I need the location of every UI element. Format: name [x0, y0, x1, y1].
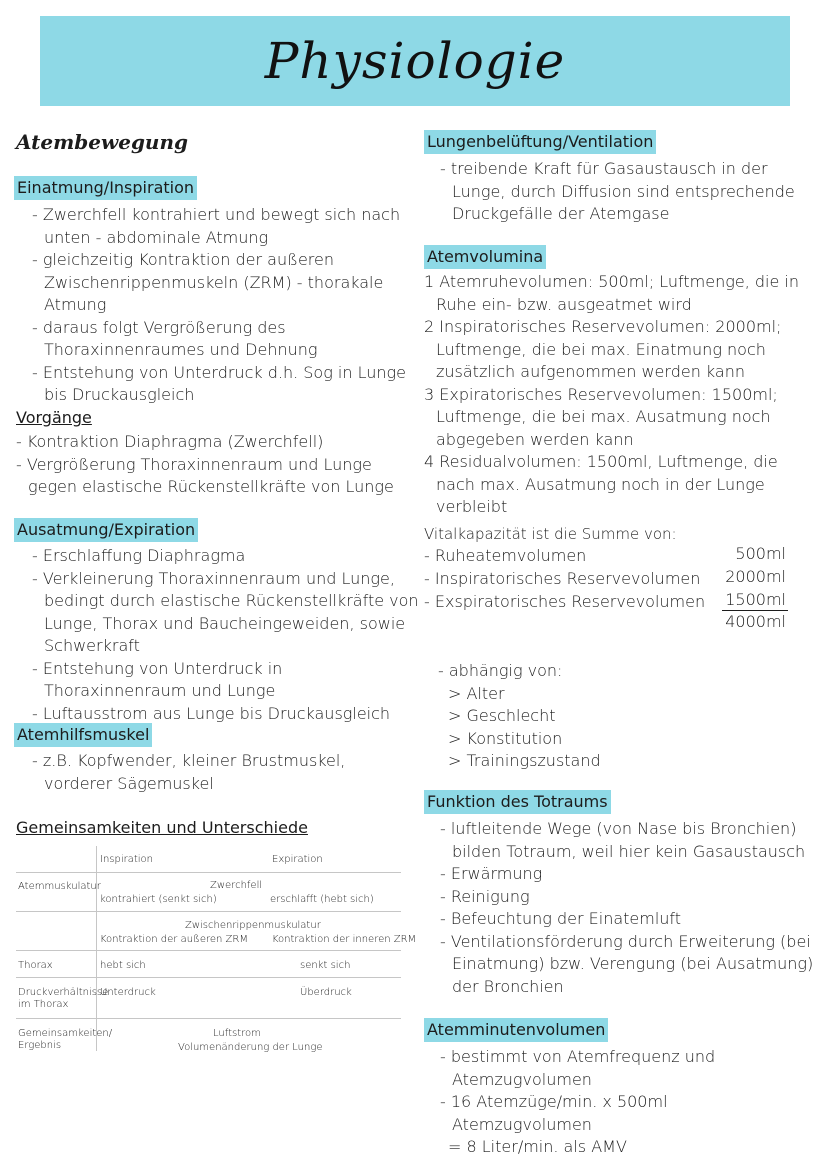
row-thorax: Thorax: [18, 960, 53, 971]
vitalkapazitaet-row: [424, 591, 705, 614]
cell-zrm-exp: Kontraktion der inneren ZRM: [272, 934, 417, 945]
vorgaenge-list: [16, 431, 396, 499]
abhaengig-intro: - abhängig von:: [438, 661, 563, 680]
list-item: > Konstitution: [448, 728, 563, 748]
list-item: - treibende Kraft für Gasaustausch in der Lunge, durch Diffusion sind entsprechende Druckgefälle der Atemgase: [440, 159, 795, 223]
heading-vorgaenge: Vorgänge: [16, 408, 92, 427]
list-item: 4 Residualvolumen: 1500ml, Luftmenge, die nach max. Ausatmung noch in der Lunge verbleibt: [424, 452, 778, 516]
heading-atemvolumina: Atemvolumina: [424, 245, 546, 269]
list-item: - Befeuchtung der Einatemluft: [440, 909, 682, 928]
amv-list: [438, 1046, 808, 1159]
list-item: - Reinigung: [440, 886, 530, 906]
heading-ausatmung: Ausatmung/Expiration: [14, 518, 198, 542]
cell-druck-insp: Unterdruck: [100, 987, 156, 998]
heading-einatmung: Einatmung/Inspiration: [14, 176, 197, 200]
heading-ventilation: Lungenbelüftung/Ventilation: [424, 130, 656, 154]
list-item: - Ventilationsförderung durch Erweiterung (bei Einatmung) bzw. Verengung (bei Ausatmung) der Bronchien: [440, 931, 814, 996]
row-gemeinsam-line1: Gemeinsamkeiten/: [18, 1028, 113, 1039]
table-divider: [16, 911, 401, 912]
cell-zwerchfell-insp: kontrahiert (senkt sich): [100, 894, 217, 905]
cell-volumen: Volumenänderung der Lunge: [178, 1042, 323, 1053]
list-item: - Verkleinerung Thoraxinnenraum und Lunge, bedingt durch elastische Rückenstellkräfte von Lunge, Thorax und Baucheingeweiden, sowie Schwerkraft: [32, 568, 419, 655]
row-gemeinsam-line2: Ergebnis: [18, 1040, 62, 1051]
page-title: Physiologie: [264, 32, 566, 90]
cell-druck-exp: Überdruck: [300, 987, 352, 998]
list-item: - daraus folgt Vergrößerung des Thoraxinnenraumes und Dehnung: [32, 317, 318, 359]
row-druck: [18, 987, 108, 1011]
vk-label: - Exspiratorisches Reservevolumen: [424, 592, 706, 611]
heading-gemeinsamkeiten: Gemeinsamkeiten und Unterschiede: [16, 818, 308, 837]
list-item: - Vergrößerung Thoraxinnenraum und Lunge gegen elastische Rückenstellkräfte von Lunge: [16, 454, 394, 496]
vitalkapazitaet-intro: Vitalkapazität ist die Summe von:: [424, 525, 677, 543]
list-item: 3 Expiratorisches Reservevolumen: 1500ml; Luftmenge, die bei max. Ausatmung noch abgegeben werden kann: [424, 384, 778, 449]
row-druck-line2: im Thorax: [18, 999, 69, 1010]
table-divider: [16, 1018, 401, 1019]
ausatmung-list: [30, 545, 420, 725]
cell-thorax-insp: hebt sich: [100, 960, 146, 971]
list-item: - 16 Atemzüge/min. x 500ml Atemzugvolumen: [440, 1092, 668, 1134]
row-atemmuskulatur: Atemmuskulatur: [18, 881, 101, 892]
list-item: > Geschlecht: [448, 706, 556, 725]
vk-value: 1500ml: [725, 590, 786, 609]
cell-zwerchfell-exp: erschlafft (hebt sich): [270, 894, 374, 905]
cell-zrm-insp: Kontraktion der außeren ZRM: [100, 934, 248, 945]
list-item: - Luftausstrom aus Lunge bis Druckausgleich: [32, 703, 391, 723]
table-divider: [16, 950, 401, 951]
cell-zwerchfell: Zwerchfell: [210, 880, 263, 891]
einatmung-list: [30, 204, 410, 407]
totraum-list: [438, 818, 818, 998]
list-item: - bestimmt von Atemfrequenz und Atemzugvolumen: [440, 1047, 716, 1089]
table-divider: [96, 846, 97, 1051]
list-item: > Alter: [448, 683, 505, 703]
cell-luftstrom: Luftstrom: [213, 1028, 261, 1039]
vk-label: - Inspiratorisches Reservevolumen: [424, 569, 701, 588]
vitalkapazitaet-row: [424, 568, 700, 591]
vitalkapazitaet-row: [424, 545, 586, 568]
atemvolumina-list: [424, 271, 814, 519]
list-item: - Erschlaffung Diaphragma: [32, 546, 246, 565]
list-item: - Zwerchfell kontrahiert und bewegt sich nach unten - abdominale Atmung: [32, 205, 401, 247]
table-divider: [16, 977, 401, 978]
heading-atemhilfsmuskel: Atemhilfsmuskel: [14, 723, 152, 747]
ventilation-list: [438, 158, 808, 226]
heading-totraum: Funktion des Totraums: [424, 790, 611, 814]
vk-label: - Ruheatemvolumen: [424, 546, 587, 565]
main-heading-atembewegung: Atembewegung: [16, 130, 188, 154]
atemhilfsmuskel-list: [30, 750, 410, 795]
vk-value: 500ml: [735, 544, 786, 563]
vk-total: 4000ml: [725, 612, 786, 631]
col-inspiration: Inspiration: [100, 854, 154, 865]
list-item: 1 Atemruhevolumen: 500ml; Luftmenge, die in Ruhe ein- bzw. ausgeatmet wird: [424, 272, 799, 314]
list-item: - Entstehung von Unterdruck d.h. Sog in Lunge bis Druckausgleich: [32, 362, 406, 404]
list-item: > Trainingszustand: [448, 751, 601, 770]
list-item: = 8 Liter/min. als AMV: [448, 1137, 627, 1156]
list-item: - luftleitende Wege (von Nase bis Bronchien) bilden Totraum, weil hier kein Gasaustausch: [440, 819, 806, 861]
heading-amv: Atemminutenvolumen: [424, 1018, 608, 1042]
list-item: 2 Inspiratorisches Reservevolumen: 2000ml; Luftmenge, die bei max. Einatmung noch zusätzlich aufgenommen werden kann: [424, 317, 782, 381]
list-item: - Kontraktion Diaphragma (Zwerchfell): [16, 432, 324, 451]
list-item: - gleichzeitig Kontraktion der außeren Zwischenrippenmuskeln (ZRM) - thorakale Atmung: [32, 250, 384, 314]
table-divider: [16, 872, 401, 873]
row-gemeinsamkeiten: [18, 1028, 112, 1052]
list-item: - z.B. Kopfwender, kleiner Brustmuskel, vorderer Sägemuskel: [32, 751, 346, 793]
list-item: - Erwärmung: [440, 864, 543, 883]
col-expiration: Expiration: [272, 854, 323, 865]
list-item: - Entstehung von Unterdruck in Thoraxinnenraum und Lunge: [32, 658, 283, 700]
cell-thorax-exp: senkt sich: [300, 960, 351, 971]
row-druck-line1: Druckverhältnisse: [18, 987, 109, 998]
cell-zrm: Zwischenrippenmuskulatur: [185, 920, 321, 931]
vk-value: 2000ml: [725, 567, 786, 586]
abhaengig-block: [438, 660, 798, 773]
